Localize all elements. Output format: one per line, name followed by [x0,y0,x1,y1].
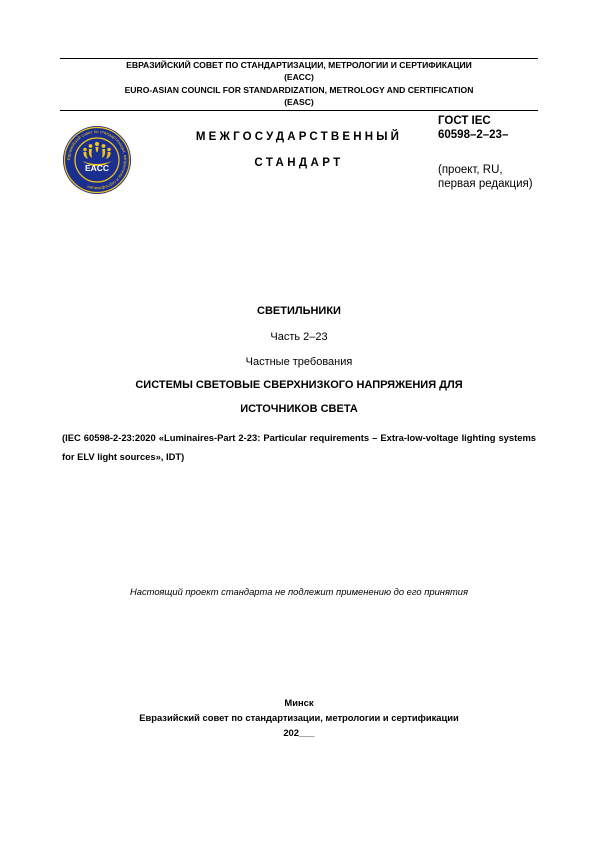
eacc-logo [62,125,132,195]
council-abbr-en: (EASC) [284,97,314,107]
title-part: Часть 2–23 [270,331,328,343]
footer-year: 202___ [283,727,315,738]
standard-number-prefix: ГОСТ IEC [438,115,491,127]
logo-text: EACC [84,163,110,173]
interstate-label: МЕЖГОСУДАРСТВЕННЫЙ [195,131,403,143]
title-topic-line2: ИСТОЧНИКОВ СВЕТА [240,403,358,415]
draft-status-line2: первая редакция) [438,178,533,190]
footer-city: Минск [284,697,314,708]
header-top-rule [60,58,538,59]
standard-number-code: 60598–2–23– [438,129,509,141]
header-bottom-rule [60,110,538,111]
council-abbr-ru: (ЕАСС) [284,72,314,82]
draft-status-line1: (проект, RU, [438,164,503,176]
eacc-emblem-icon [62,125,132,195]
title-topic-line1: СИСТЕМЫ СВЕТОВЫЕ СВЕРХНИЗКОГО НАПРЯЖЕНИЯ ДЛЯ [135,379,463,391]
footer-publisher: Евразийский совет по стандартизации, метрологии и сертификации [139,712,459,723]
draft-status [438,163,533,191]
title-subtitle: Частные требования [245,356,353,368]
council-name-en: EURO-ASIAN COUNCIL FOR STANDARDIZATION, METROLOGY AND CERTIFICATION [124,85,474,95]
iec-reference: (IEC 60598-2-23:2020 «Luminaires-Part 2-23: Particular requirements – Extra-low-voltage lighting systems for ELV light sources», IDT) [62,432,536,462]
title-main: СВЕТИЛЬНИКИ [257,305,341,317]
draft-notice: Настоящий проект стандарта не подлежит применению до его принятия [129,586,469,597]
standard-label: СТАНДАРТ [254,157,344,169]
standard-number [438,114,508,142]
council-name-ru: ЕВРАЗИЙСКИЙ СОВЕТ ПО СТАНДАРТИЗАЦИИ, МЕТРОЛОГИИ И СЕРТИФИКАЦИИ [126,60,472,70]
logo-ring-text: Евразийский совет по стандартизации, метрологии и сертификации [65,128,129,192]
